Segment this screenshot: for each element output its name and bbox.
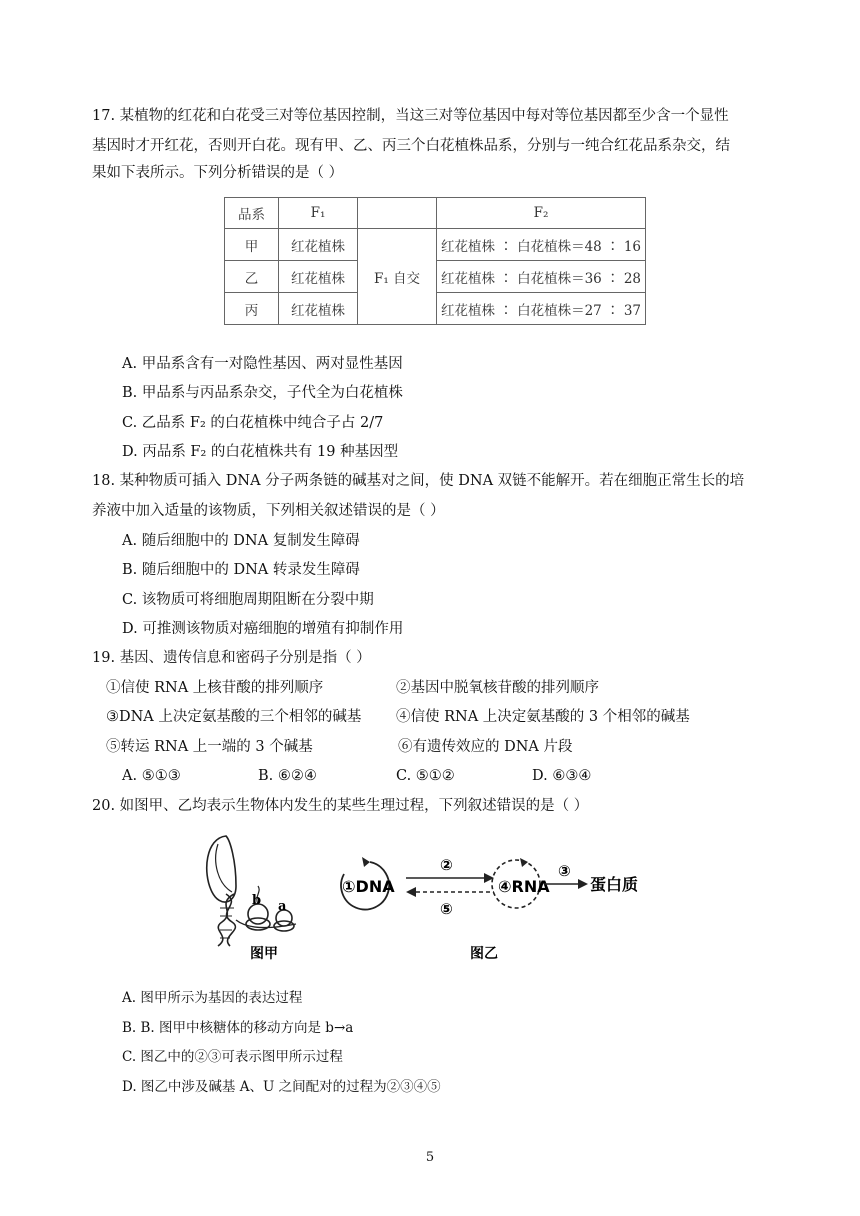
node-protein: 蛋白质 — [590, 875, 639, 894]
arrow-5-label: ⑤ — [440, 900, 453, 918]
q17-option-d: D. 丙品系 F₂ 的白花植株共有 19 种基因型 — [122, 444, 399, 460]
q18-option-a: A. 随后细胞中的 DNA 复制发生障碍 — [122, 533, 360, 549]
node-rna: ④RNA — [498, 877, 550, 896]
q20-option-c: C. 图乙中的②③可表示图甲所示过程 — [122, 1049, 343, 1065]
q17-stem-line2: 基因时才开红花，否则开白花。现有甲、乙、丙三个白花植株品系，分别与一纯合红花品系杂交，结 — [92, 138, 730, 154]
q20-option-b: B. B. 图甲中核糖体的移动方向是 b→a — [122, 1020, 354, 1036]
q18-option-c: C. 该物质可将细胞周期阻断在分裂中期 — [122, 592, 374, 608]
q17-stem-line1: 17. 某植物的红花和白花受三对等位基因控制，当这三对等位基因中每对等位基因都至少含一个显性 — [92, 108, 729, 124]
q19-item-4: ④信使 RNA 上决定氨基酸的 3 个相邻的碱基 — [396, 709, 690, 725]
q19-option-b: B. ⑥②④ — [258, 768, 317, 784]
figure-yi-label: 图乙 — [470, 946, 498, 962]
header-f2: F₂ — [437, 198, 646, 229]
q17-option-a: A. 甲品系含有一对隐性基因、两对显性基因 — [122, 356, 403, 372]
arrow-3-label: ③ — [558, 862, 571, 880]
q19-item-5: ⑤转运 RNA 上一端的 3 个碱基 — [106, 739, 313, 755]
q18-option-d: D. 可推测该物质对癌细胞的增殖有抑制作用 — [122, 621, 404, 637]
f2-cell: 红花植株 ∶ 白花植株＝48 ∶ 16 — [437, 229, 646, 261]
q17-cross-table — [224, 197, 646, 325]
arrow-2-label: ② — [440, 856, 453, 874]
q19-item-3: ③DNA 上决定氨基酸的三个相邻的碱基 — [106, 709, 362, 725]
header-strain: 品系 — [225, 198, 279, 229]
header-blank — [358, 198, 437, 229]
q17-stem-line3: 果如下表所示。下列分析错误的是（ ） — [92, 165, 344, 181]
q17-option-b: B. 甲品系与丙品系杂交，子代全为白花植株 — [122, 385, 403, 401]
figure-jia-label: 图甲 — [250, 946, 278, 962]
q19-stem: 19. 基因、遗传信息和密码子分别是指（ ） — [92, 650, 371, 666]
header-f1: F₁ — [279, 198, 358, 229]
q20-stem: 20. 如图甲、乙均表示生物体内发生的某些生理过程，下列叙述错误的是（ ） — [92, 798, 589, 814]
q19-item-2: ②基因中脱氧核苷酸的排列顺序 — [396, 680, 599, 696]
f1-cell: 红花植株 — [279, 293, 358, 325]
label-a: a — [278, 899, 287, 914]
q18-stem-line1: 18. 某种物质可插入 DNA 分子两条链的碱基对之间，使 DNA 双链不能解开。若在细胞正常生长的培 — [92, 473, 745, 489]
q17-option-c: C. 乙品系 F₂ 的白花植株中纯合子占 2/7 — [122, 415, 384, 431]
q18-stem-line2: 养液中加入适量的该物质，下列相关叙述错误的是（ ） — [92, 503, 445, 519]
q19-option-c: C. ⑤①② — [396, 768, 455, 784]
table-row — [225, 229, 646, 261]
q19-item-1: ①信使 RNA 上核苷酸的排列顺序 — [106, 680, 324, 696]
selfing-cell: F₁ 自交 — [358, 229, 437, 325]
q20-option-a: A. 图甲所示为基因的表达过程 — [122, 990, 303, 1006]
page-number: 5 — [425, 1150, 435, 1165]
f1-cell: 红花植株 — [279, 229, 358, 261]
q19-option-a: A. ⑤①③ — [122, 768, 181, 784]
q19-option-d: D. ⑥③④ — [532, 768, 592, 784]
q20-option-d: D. 图乙中涉及碱基 A、U 之间配对的过程为②③④⑤ — [122, 1079, 441, 1095]
figure-yi — [330, 852, 660, 968]
f2-cell: 红花植株 ∶ 白花植株＝27 ∶ 37 — [437, 293, 646, 325]
f2-cell: 红花植株 ∶ 白花植株＝36 ∶ 28 — [437, 261, 646, 293]
q18-option-b: B. 随后细胞中的 DNA 转录发生障碍 — [122, 562, 360, 578]
strain-cell: 乙 — [225, 261, 279, 293]
f1-cell: 红花植株 — [279, 261, 358, 293]
figure-jia — [196, 832, 316, 968]
q19-item-6: ⑥有遗传效应的 DNA 片段 — [398, 739, 573, 755]
node-dna: ①DNA — [342, 877, 395, 896]
strain-cell: 丙 — [225, 293, 279, 325]
strain-cell: 甲 — [225, 229, 279, 261]
label-b: b — [252, 893, 262, 908]
